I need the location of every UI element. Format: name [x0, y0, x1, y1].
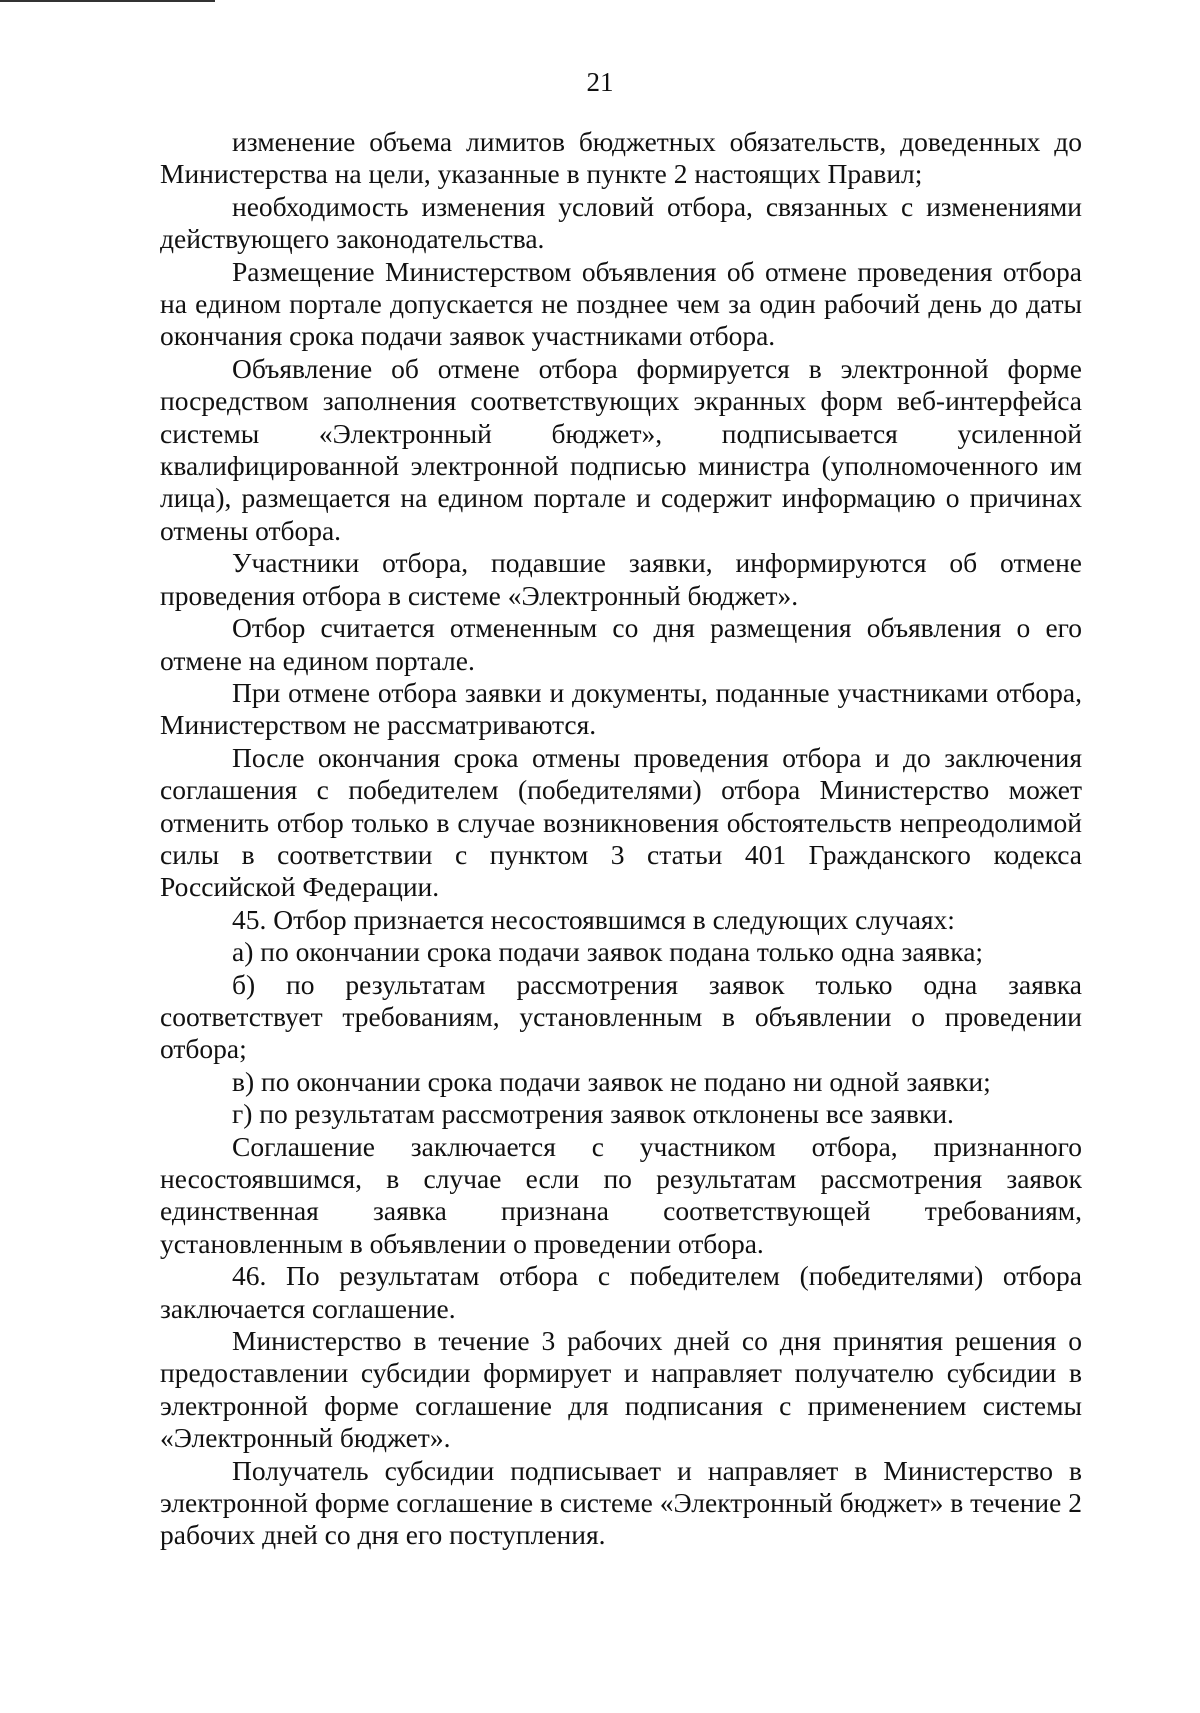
paragraph: Соглашение заключается с участником отбора, признанного несостоявшимся, в случае если по результатам рассмотрения заявок единственная заявка признана соответствующей требованиям, установленным в объявлении о проведении отбора.	[160, 1130, 1082, 1259]
page-number: 21	[586, 67, 614, 97]
paragraph: После окончания срока отмены проведения отбора и до заключения соглашения с победителем (победителями) отбора Министерство может отменить отбор только в случае возникновения обстоятельств непреодолимой силы в соответствии с пунктом 3 статьи 401 Гражданского кодекса Российской Федерации.	[160, 741, 1082, 903]
paragraph: Участники отбора, подавшие заявки, информируются об отмене проведения отбора в системе «Электронный бюджет».	[160, 547, 1082, 611]
list-item-b: б) по результатам рассмотрения заявок только одна заявка соответствует требованиям, установленным в объявлении о проведении отбора;	[160, 968, 1082, 1065]
paragraph: Министерство в течение 3 рабочих дней со дня принятия решения о предоставлении субсидии формирует и направляет получателю субсидии в электронной форме соглашение для подписания с применением системы «Электронный бюджет».	[160, 1325, 1082, 1454]
section-heading-45: 45. Отбор признается несостоявшимся в следующих случаях:	[232, 903, 955, 935]
list-item-v: в) по окончании срока подачи заявок не подано ни одной заявки;	[232, 1065, 991, 1097]
paragraph: изменение объема лимитов бюджетных обязательств, доведенных до Министерства на цели, указанные в пункте 2 настоящих Правил;	[160, 126, 1082, 190]
paragraph: При отмене отбора заявки и документы, поданные участниками отбора, Министерством не рассматриваются.	[160, 676, 1082, 741]
document-body	[160, 126, 1082, 1552]
section-heading-46: 46. По результатам отбора с победителем (победителями) отбора заключается соглашение.	[160, 1260, 1082, 1324]
list-item-g: г) по результатам рассмотрения заявок отклонены все заявки.	[232, 1098, 954, 1130]
list-item-a: а) по окончании срока подачи заявок подана только одна заявка;	[232, 936, 984, 968]
scan-edge-line	[0, 0, 215, 2]
paragraph: необходимость изменения условий отбора, связанных с изменениями действующего законодательства.	[160, 190, 1082, 255]
paragraph: Получатель субсидии подписывает и направляет в Министерство в электронной форме соглашение в системе «Электронный бюджет» в течение 2 рабочих дней со дня его поступления.	[160, 1454, 1082, 1551]
paragraph: Отбор считается отмененным со дня размещения объявления о его отмене на едином портале.	[160, 612, 1082, 676]
paragraph: Объявление об отмене отбора формируется в электронной форме посредством заполнения соответствующих экранных форм веб-интерфейса системы «Электронный бюджет», подписывается усиленной квалифицированной электронной подписью министра (уполномоченного им лица), размещается на едином портале и содержит информацию о причинах отмены отбора.	[160, 352, 1082, 546]
paragraph: Размещение Министерством объявления об отмене проведения отбора на едином портале допускается не позднее чем за один рабочий день до даты окончания срока подачи заявок участниками отбора.	[160, 255, 1082, 352]
